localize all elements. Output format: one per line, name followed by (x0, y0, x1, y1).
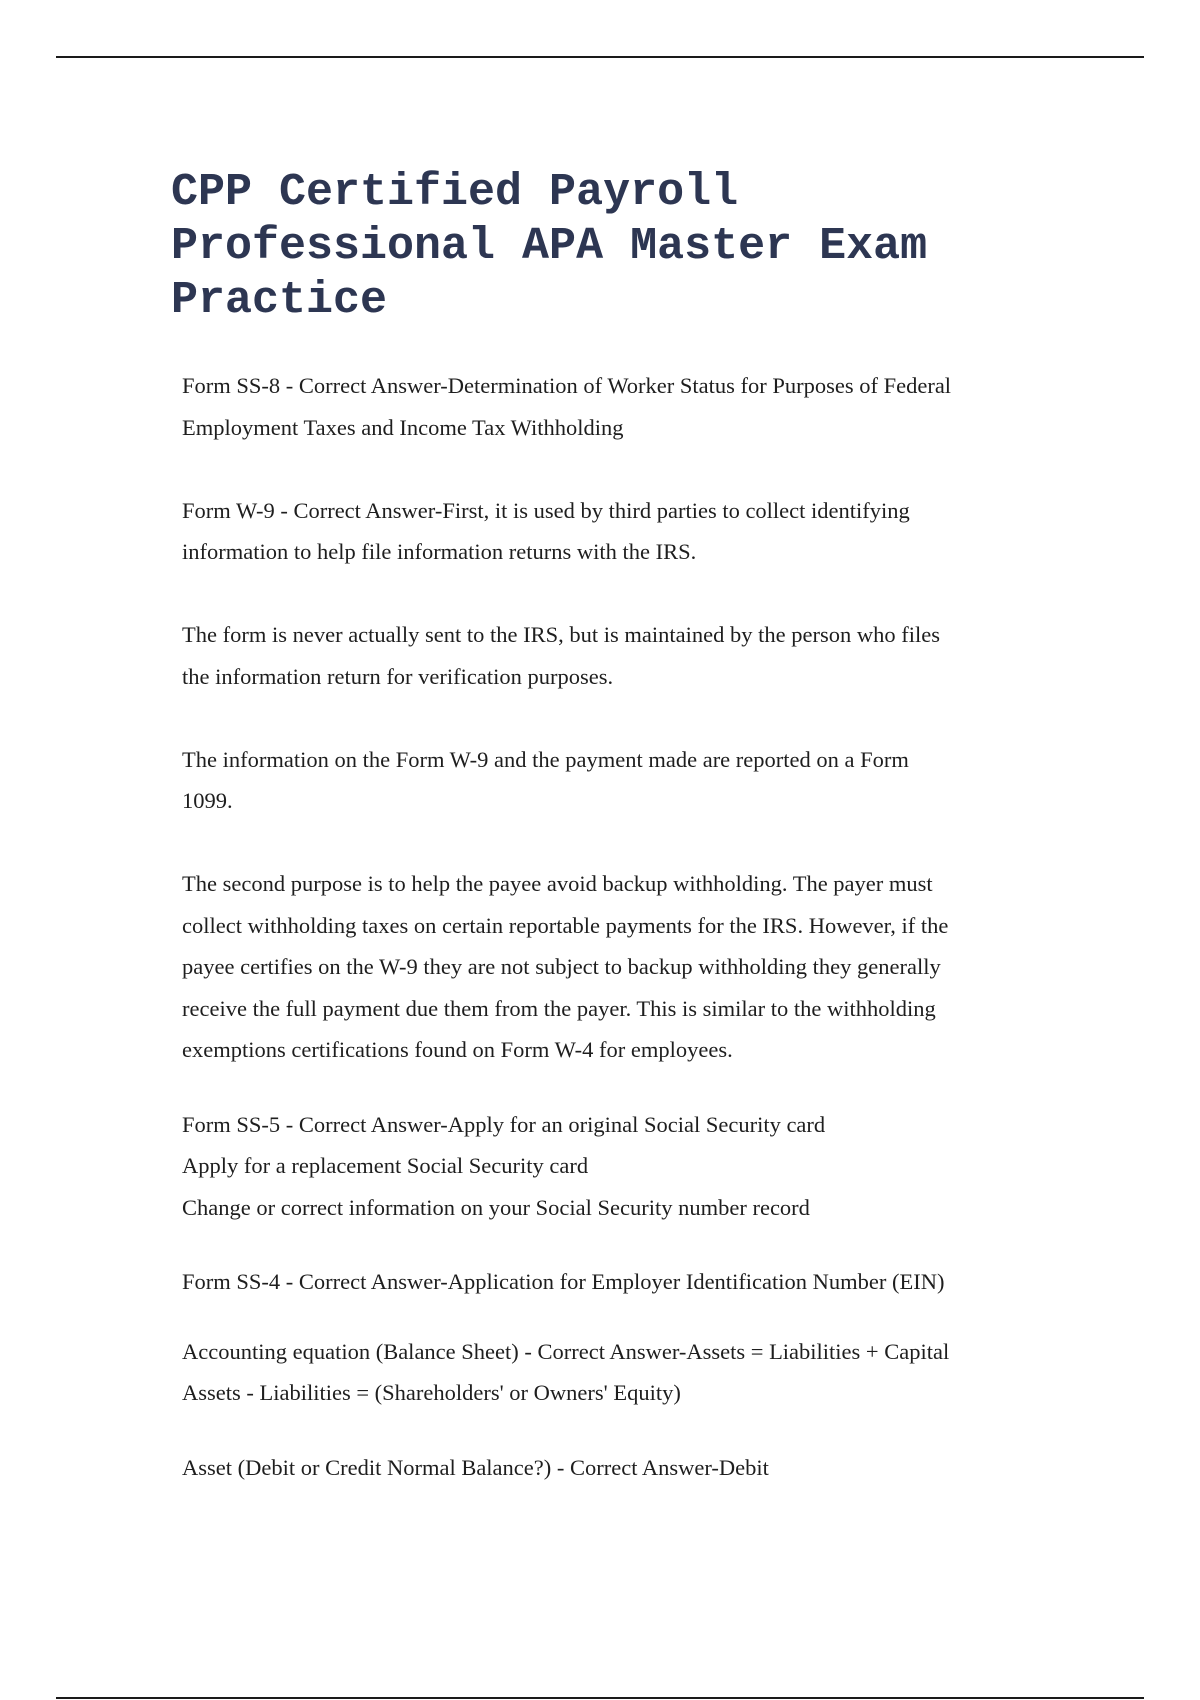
paragraph-w9-backup-withholding: The second purpose is to help the payee avoid backup withholding. The payer must collect withholding taxes on certain reportable payments for the IRS. However, if the payee certifies on the W-9 they are not subject to backup withholding they generally receive the full payment due them from the payer. This is similar to the withholding exemptions certifications found on Form W-4 for employees. (182, 871, 949, 1062)
paragraph-asset-normal-balance: Asset (Debit or Credit Normal Balance?) - Correct Answer-Debit (182, 1454, 769, 1480)
paragraph-w9-verification: The form is never actually sent to the IRS, but is maintained by the person who files the information return for verification purposes. (182, 622, 940, 689)
paragraph-form-w9: Form W-9 - Correct Answer-First, it is used by third parties to collect identifying information to help file information returns with the IRS. (182, 497, 910, 564)
paragraph-form-ss8: Form SS-8 - Correct Answer-Determination of Worker Status for Purposes of Federal Employment Taxes and Income Tax Withholding (182, 373, 952, 440)
document-title: CPP Certified Payroll Professional APA Master Exam Practice (171, 167, 928, 326)
paragraph-accounting-equation: Accounting equation (Balance Sheet) - Correct Answer-Assets = Liabilities + Capital Assets - Liabilities = (Shareholders' or Owners' Equity) (182, 1338, 950, 1405)
paragraph-form-ss5: Form SS-5 - Correct Answer-Apply for an original Social Security card Apply for a replacement Social Security card Change or correct information on your Social Security number record (182, 1111, 826, 1220)
paragraph-w9-1099: The information on the Form W-9 and the payment made are reported on a Form 1099. (182, 746, 909, 813)
bottom-divider (56, 1697, 1144, 1699)
document-body (182, 365, 1082, 1488)
top-divider (56, 56, 1144, 58)
paragraph-form-ss4: Form SS-4 - Correct Answer-Application for Employer Identification Number (EIN) (182, 1269, 945, 1294)
